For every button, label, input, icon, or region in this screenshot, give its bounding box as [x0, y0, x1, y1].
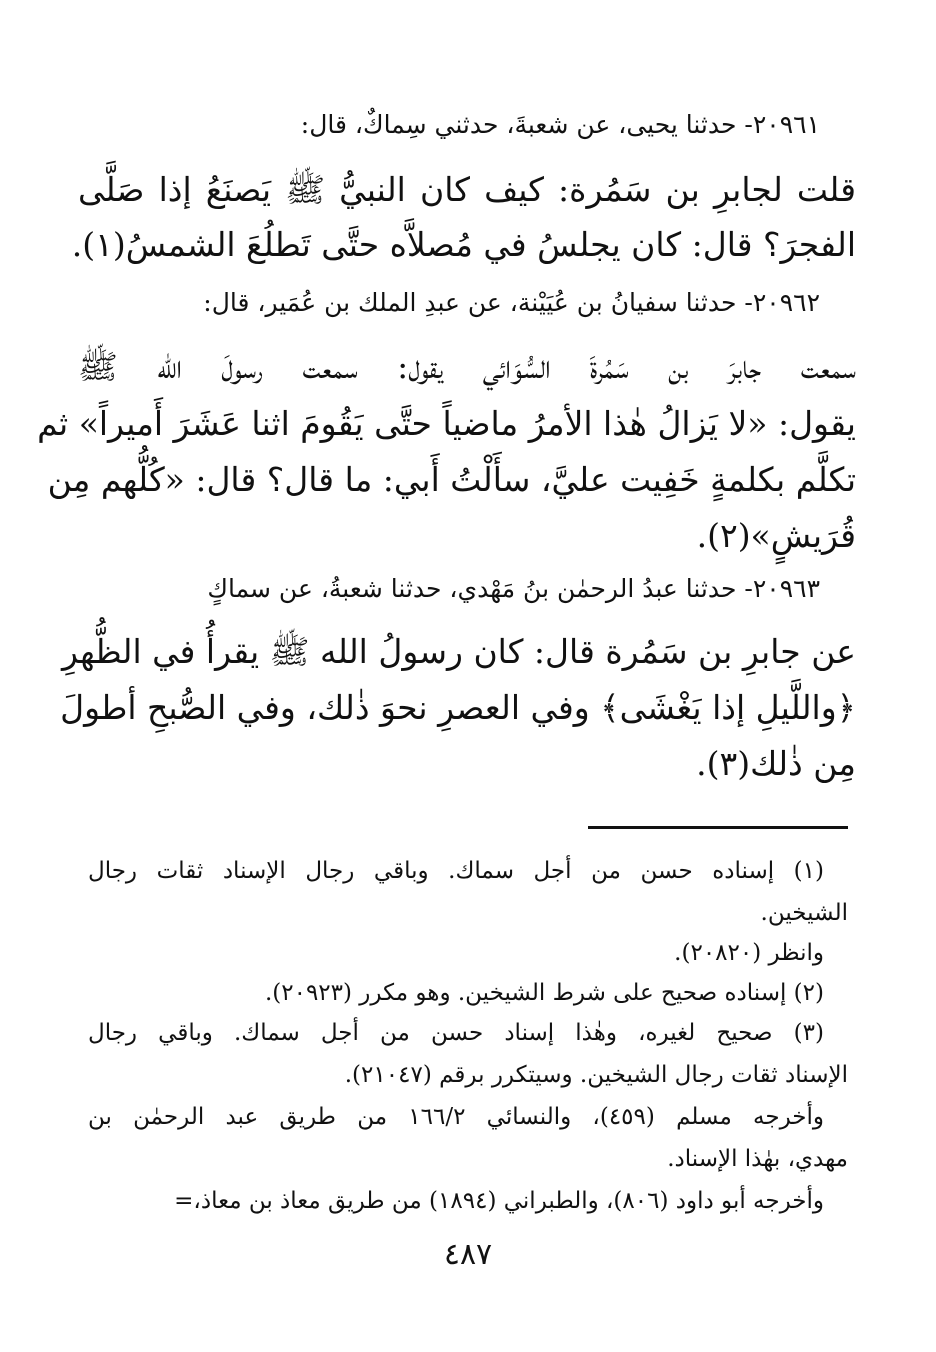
hadith-20962-matn-line-2: يقول: «لا يَزالُ هٰذا الأمرُ ماضياً حتَّى يَقُومَ اثنا عَشَرَ أَميراً» ثم	[37, 404, 856, 443]
footnote-3-line-1: (٣) صحيح لغيره، وهٰذا إسناد حسن من أجل سماك. وباقي رجال	[88, 1020, 824, 1046]
hadith-20962-matn-line-3: تكلَّم بكلمةٍ خَفِيت عليَّ، سأَلْتُ أَبي: ما قال؟ قال: «كُلُّهم مِن	[47, 460, 856, 499]
footnote-1-line-3: وانظر (٢٠٨٢٠).	[674, 940, 824, 966]
hadith-20963-isnad: ٢٠٩٦٣- حدثنا عبدُ الرحمٰن بنُ مَهْدي، حدثنا شعبةُ، عن سماكٍ	[207, 574, 820, 603]
hadith-20961-matn-line-2: الفجرَ؟ قال: كان يجلسُ في مُصلاَّه حتَّى تَطلُعَ الشمسُ(١).	[71, 225, 856, 264]
footnote-3-line-4: مهدي، بهٰذا الإسناد.	[667, 1146, 848, 1172]
hadith-20962-matn-line-1: سمعت جابرَ بن سَمُرةَ السُّوَائي يقول: سمعت رسولَ الله ﷺ	[78, 347, 856, 386]
footnote-3-line-3: وأخرجه مسلم (٤٥٩)، والنسائي ١٦٦/٢ من طريق عبد الرحمٰن بن	[88, 1104, 824, 1130]
hadith-20962-isnad: ٢٠٩٦٢- حدثنا سفيانُ بن عُيَيْنة، عن عبدِ الملك بن عُمَير، قال:	[203, 288, 820, 317]
footnote-1-line-2: الشيخين.	[760, 900, 848, 926]
page-number: ٤٨٧	[443, 1237, 493, 1272]
footnote-separator	[588, 826, 848, 829]
footnote-3-line-5: وأخرجه أبو داود (٨٠٦)، والطبراني (١٨٩٤) من طريق معاذ بن معاذ،=	[174, 1188, 824, 1214]
hadith-20962-matn-line-4: قُرَيشٍ»(٢).	[696, 516, 856, 555]
hadith-20963-matn-line-3: مِن ذٰلك(٣).	[696, 744, 856, 783]
hadith-20963-matn-line-2: ﴿واللَّيلِ إذا يَغْشَى﴾ وفي العصرِ نحوَ ذٰلك، وفي الصُّبحِ أطولَ	[60, 688, 856, 727]
footnote-3-line-2: الإسناد ثقات رجال الشيخين. وسيتكرر برقم (٢١٠٤٧).	[344, 1062, 848, 1088]
footnote-2: (٢) إسناده صحيح على شرط الشيخين. وهو مكرر (٢٠٩٢٣).	[264, 980, 824, 1006]
hadith-20963-matn-line-1: عن جابرِ بن سَمُرة قال: كان رسولُ الله ﷺ يقرأُ في الظُّهرِ	[61, 632, 856, 671]
hadith-20961-isnad: ٢٠٩٦١- حدثنا يحيى، عن شعبةَ، حدثني سِماكٌ، قال:	[300, 110, 820, 139]
hadith-20961-matn-line-1: قلت لجابرِ بن سَمُرة: كيف كان النبيُّ ﷺ يَصنَعُ إذا صَلَّى	[78, 170, 856, 209]
footnote-1-line-1: (١) إسناده حسن من أجل سماك. وباقي رجال الإسناد ثقات رجال	[88, 858, 824, 884]
